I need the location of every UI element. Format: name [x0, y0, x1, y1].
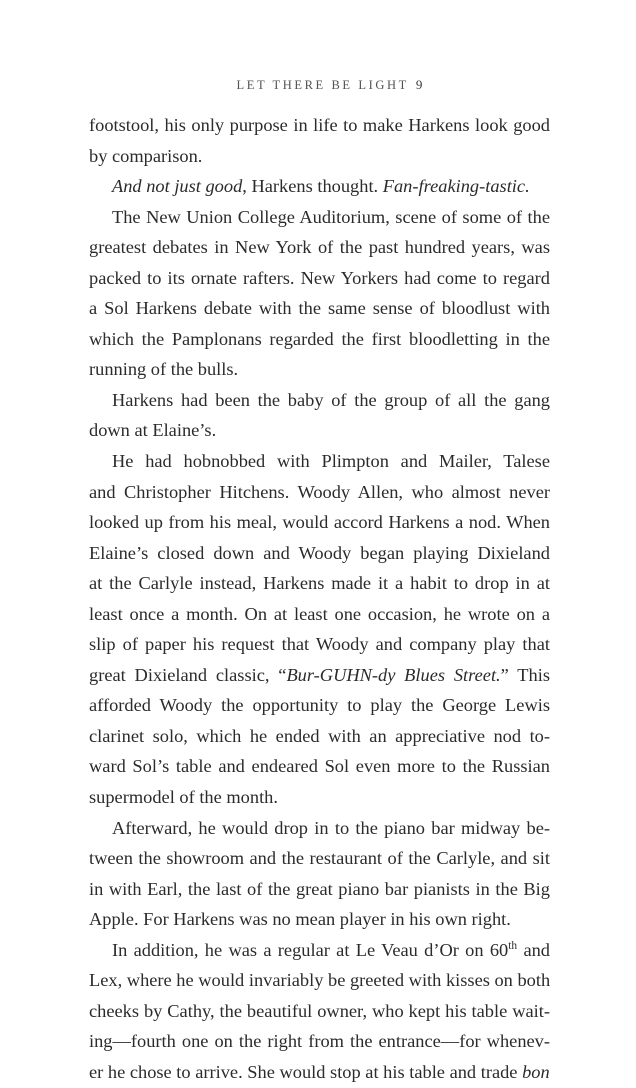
text-line: er he chose to arrive. She would stop at his table and trade bon	[89, 1061, 550, 1082]
text-line: by comparison.	[89, 145, 203, 166]
text-line: Lex, where he would invariably be greeted with kisses on both	[89, 970, 551, 991]
text-line: in with Earl, the last of the great piano bar pianists in the Big	[89, 878, 550, 899]
text-line: tween the showroom and the restaurant of the Carlyle, and sit	[89, 848, 550, 869]
text-line: least once a month. On at least one occasion, he wrote on a	[89, 603, 550, 624]
text-line: The New Union College Auditorium, scene of some of the	[112, 206, 550, 227]
text-line: Elaine’s closed down and Woody began playing Dixieland	[89, 542, 550, 563]
page-number: 9	[415, 77, 423, 92]
text-line: supermodel of the month.	[89, 787, 278, 808]
text-line: Apple. For Harkens was no mean player in his own right.	[89, 909, 511, 930]
text-line: greatest debates in New York of the past hundred years, was	[89, 237, 550, 258]
text-line: and Christopher Hitchens. Woody Allen, who almost never	[89, 481, 550, 502]
text-line: In addition, he was a regular at Le Veau d’Or on 60th and	[112, 939, 550, 960]
text-line: ward Sol’s table and endeared Sol even more to the Russian	[89, 756, 550, 777]
running-head	[0, 62, 636, 108]
text-line: cheeks by Cathy, the beautiful owner, who kept his table wait-	[89, 1000, 550, 1021]
text-line: great Dixieland classic, “Bur-GUHN-dy Blues Street.” This	[89, 664, 550, 685]
text-line: footstool, his only purpose in life to make Harkens look good	[89, 115, 550, 135]
text-line: running of the bulls.	[89, 359, 239, 380]
text-line: ing—fourth one on the right from the entrance—for whenev-	[89, 1031, 550, 1052]
text-line: slip of paper his request that Woody and company play that	[89, 634, 550, 655]
running-head-title: LET THERE BE LIGHT	[236, 78, 409, 92]
text-line: which the Pamplonans regarded the first bloodletting in the	[89, 328, 550, 349]
text-line: at the Carlyle instead, Harkens made it a habit to drop in at	[89, 573, 550, 594]
text-line: looked up from his meal, would accord Harkens a nod. When	[89, 512, 550, 533]
text-line: a Sol Harkens debate with the same sense of bloodlust with	[89, 298, 550, 319]
text-line: clarinet solo, which he ended with an appreciative nod to-	[89, 725, 550, 746]
text-line: Harkens had been the baby of the group of all the gang	[112, 389, 550, 410]
text-line: packed to its ornate rafters. New Yorkers had come to regard	[89, 267, 550, 288]
text-line: He had hobnobbed with Plimpton and Mailer, Talese	[112, 451, 550, 472]
text-line: afforded Woody the opportunity to play the George Lewis	[89, 695, 550, 716]
body-textblock	[89, 110, 550, 1088]
text-line: And not just good, Harkens thought. Fan-freaking-tastic.	[112, 176, 530, 197]
text-line: Afterward, he would drop in to the piano bar midway be-	[112, 817, 550, 838]
text-line: down at Elaine’s.	[89, 420, 217, 441]
